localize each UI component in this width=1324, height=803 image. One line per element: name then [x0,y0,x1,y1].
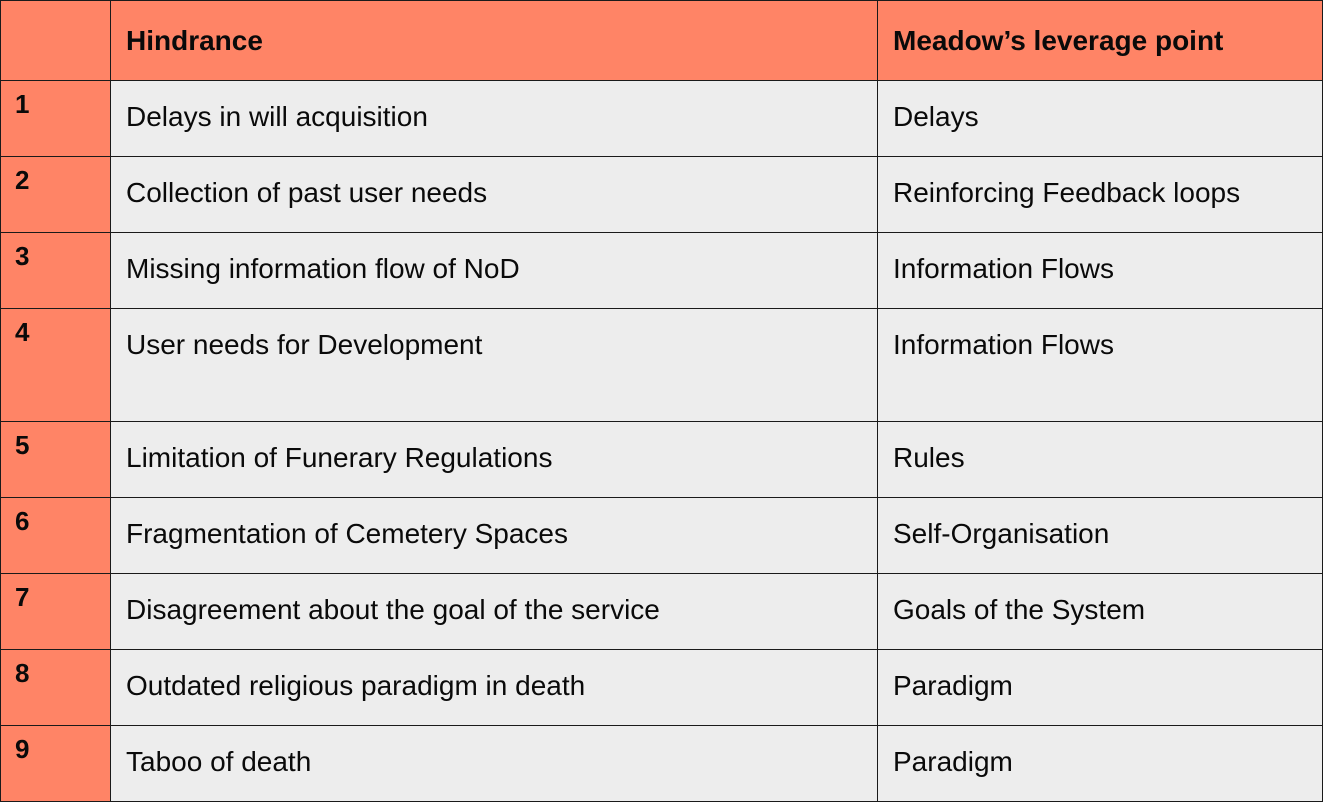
table-header-row [1,1,1323,81]
hindrance-cell: Taboo of death [111,726,878,802]
table-row [1,650,1323,726]
leverage-cell: Information Flows [878,233,1323,309]
table-row [1,309,1323,422]
leverage-cell: Paradigm [878,650,1323,726]
hindrance-cell: User needs for Development [111,309,878,422]
hindrance-cell: Fragmentation of Cemetery Spaces [111,498,878,574]
leverage-cell: Reinforcing Feedback loops [878,157,1323,233]
hindrance-cell: Collection of past user needs [111,157,878,233]
table-row [1,498,1323,574]
row-number: 1 [1,81,111,157]
table-row [1,233,1323,309]
row-number: 3 [1,233,111,309]
table-row [1,422,1323,498]
header-number [1,1,111,81]
hindrance-cell: Disagreement about the goal of the service [111,574,878,650]
leverage-cell: Rules [878,422,1323,498]
table-row [1,726,1323,802]
row-number: 6 [1,498,111,574]
leverage-cell: Delays [878,81,1323,157]
hindrance-cell: Missing information flow of NoD [111,233,878,309]
table-row [1,81,1323,157]
row-number: 8 [1,650,111,726]
row-number: 7 [1,574,111,650]
header-hindrance: Hindrance [111,1,878,81]
row-number: 5 [1,422,111,498]
hindrance-cell: Delays in will acquisition [111,81,878,157]
row-number: 4 [1,309,111,422]
row-number: 2 [1,157,111,233]
leverage-cell: Paradigm [878,726,1323,802]
leverage-cell: Goals of the System [878,574,1323,650]
hindrance-cell: Outdated religious paradigm in death [111,650,878,726]
table-row [1,157,1323,233]
header-leverage-point: Meadow’s leverage point [878,1,1323,81]
row-number: 9 [1,726,111,802]
leverage-cell: Information Flows [878,309,1323,422]
hindrance-cell: Limitation of Funerary Regulations [111,422,878,498]
leverage-cell: Self-Organisation [878,498,1323,574]
table-row [1,574,1323,650]
